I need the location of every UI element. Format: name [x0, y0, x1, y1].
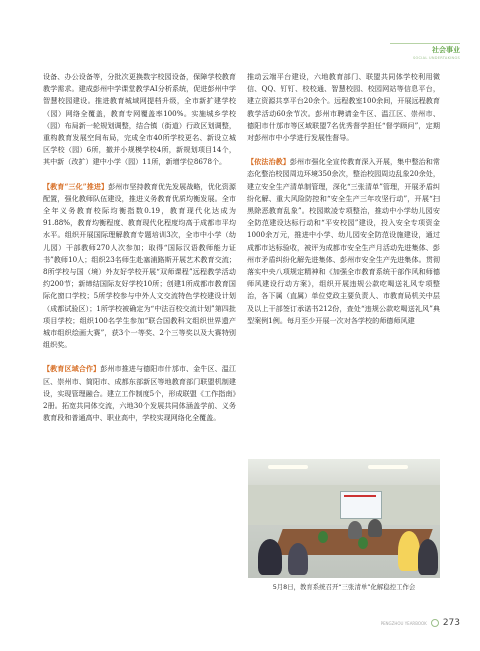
left-column: [43, 71, 236, 424]
paragraph: 设备、办公设备等，分批次更换数字校园设备，保障学校教育教学需求。建成彭州中学课堂教学AI分析系统，促进彭州中学智慧校园建设。推进教育城域网提档升级，全市新扩建学校（园）网络全覆盖，教育专网覆盖率100%。实施城乡学校（园）布局新一轮规划调整，结合镇（街道）行政区划调整，重构教育发展空间布局，完成全市40所学校更名、新设立城区学校（园）6所，撤并小规模学校4所，新规划项目14个，其中新（改扩）建中小学（园）11所，新增学位8678个。: [43, 72, 236, 167]
photo-caption: 5月8日，教育系统召开“三张清单”化解稳控工作会: [272, 583, 416, 591]
photo-light: [368, 465, 408, 469]
photo-plant: [358, 537, 368, 549]
photo-light: [268, 465, 308, 469]
paragraph-text: 彭州市坚持教育优先发展战略，优化资源配置，强化教师队伍建设，推进义务教育优质均衡发展。全市全年义务教育校际均衡指数0.19，教育现代化达成为91.88%，教育均衡程度、教育现代化程度均高于成都市平均水平。组织开展国际理解教育专题培训3次，全市中小学（幼儿园）干部教师270人次参加；取得“国际汉语教师能力证书”教师10人；组织23名师生赴塞浦路斯开展艺术教育交流；8所学校与国（境）外友好学校开展“双师课程”远程教学活动约200节；新缔结国际友好学校10所；创建1所成都市教育国际化窗口学校；5所学校参与中外人文交流特色学校建设计划（成都试验区）；1所学校被确定为“中法百校交流计划”第四批项目学校；组织100名学生参加“联合国教科文组织世界遗产城市组织绘画大赛”，获3个一等奖、2个三等奖以及大赛特别组织奖。: [43, 181, 236, 350]
photo-ceiling: [248, 459, 440, 485]
photo-person: [348, 521, 362, 539]
paragraph: [43, 363, 236, 424]
section-heading: 【教育区域合作】: [43, 364, 101, 374]
page-number: 273: [442, 618, 460, 628]
photo-plant: [318, 531, 328, 543]
meeting-photo: [248, 459, 440, 578]
section-header: [413, 45, 460, 60]
paragraph-text: 彭州市强化全宣传教育深入开展，集中整治和常态化整治校园周边环境350余次，整治校园周边乱象20余处，建立安全生产清单制管理，深化“三张清单”管理，开展矛盾纠纷化解、重大风险防控和“安全生产三年攻坚行动”，开展“扫黑除恶教育乱象”。校园欺凌专项整治，推动中小学幼儿园安全防范建设达标行动和“平安校园”建设，投入安全专项资金1000余万元，推进中小学、幼儿园安全防范设施建设，通过成都市达标验收，被评为成都市安全生产月活动先进集体、彭州市矛盾纠纷化解先进集体、彭州市安全生产先进集体。贯彻落实中央八项规定精神和《加强全市教育系统干部作风和师德师风建设行动方案》，组织开展违规公款吃喝送礼风专项整治，各下属（直属）单位党政主要负责人、市教育局机关中层及以上干部签订承诺书212份，查处“违规公款吃喝送礼风”典型案例1例。每月至少开展一次对各学校的师德师风建: [247, 157, 441, 325]
section-subtitle: SOCIAL UNDERTAKINGS: [412, 56, 460, 60]
footer-brand: PENGZHOU YEARBOOK: [380, 620, 427, 626]
header-rule: [390, 43, 460, 44]
page-footer: [381, 618, 460, 628]
footer-ornament-icon: [431, 619, 439, 627]
photo-screen-text: [344, 495, 376, 497]
section-heading: 【依法治教】: [247, 157, 290, 167]
paragraph: [247, 156, 440, 327]
photo-person: [368, 519, 382, 537]
photo-person: [288, 543, 308, 575]
paragraph-text: 彭州市推进与德阳市什邡市、金牛区、温江区、崇州市、简阳市、成都东部新区等地教育部门联盟机制建设，实现管理融合。建立工作制度5个，形成联盟《工作指南》2册。拓宽共同体交流，六地30个发展共同体涵盖学前、义务教育段和普通高中、职业高中，学校实现网络化全覆盖。: [43, 364, 236, 423]
paragraph: [43, 181, 236, 352]
right-column: [247, 71, 440, 327]
photo-person: [398, 531, 420, 571]
section-heading: 【教育“三化”推进】: [43, 181, 109, 191]
photo-person: [418, 539, 438, 575]
paragraph: 推动云端平台建设，六地教育部门、联盟共同体学校利用微信、QQ、钉钉、校校通、智慧校园、校园网站等信息平台，建立资源共享平台20余个。远程教室100余间，开展远程教育教学活动60余节次。彭州市聘请金牛区、温江区、崇州市、德阳市什邡市等区域联盟7名优秀督学担任“督学顾问”，定期对彭州市中小学进行发展性督导。: [247, 72, 440, 143]
section-title: 社会事业: [432, 46, 460, 54]
photo-person: [258, 539, 282, 575]
